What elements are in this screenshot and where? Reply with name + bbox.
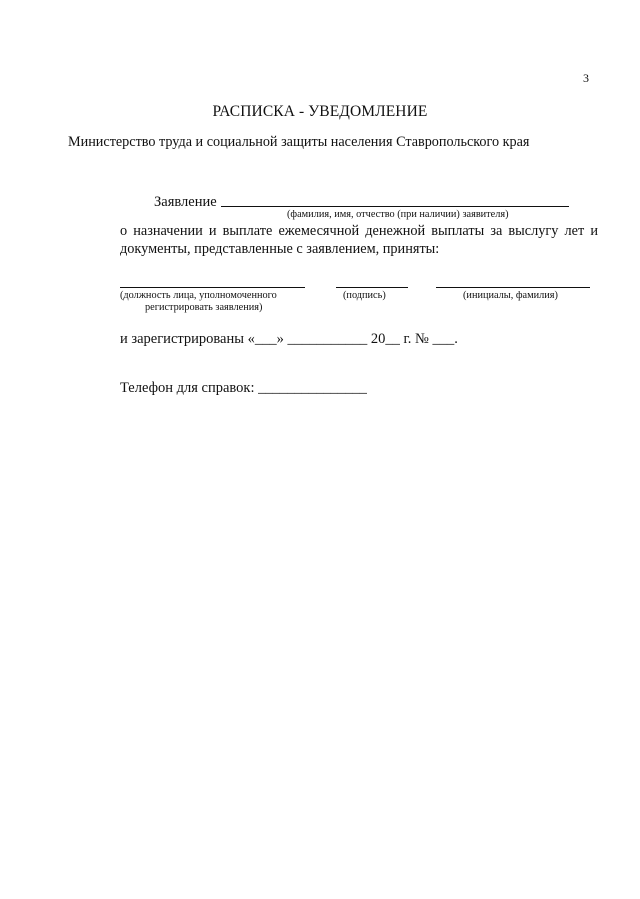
applicant-name-line	[221, 206, 569, 207]
phone-line: Телефон для справок: _______________	[120, 380, 367, 396]
name-caption: (инициалы, фамилия)	[463, 290, 558, 301]
position-caption-line-1: (должность лица, уполномоченного	[120, 290, 277, 301]
registration-line: и зарегистрированы «___» ___________ 20__ г. № ___.	[120, 331, 458, 347]
body-line-2: документы, представленные с заявлением, приняты:	[120, 241, 440, 257]
applicant-name-caption: (фамилия, имя, отчество (при наличии) заявителя)	[287, 209, 509, 220]
signature-line	[336, 287, 408, 288]
application-label: Заявление	[154, 194, 217, 210]
position-caption-line-2: регистрировать заявления)	[145, 302, 263, 313]
document-title: РАСПИСКА - УВЕДОМЛЕНИЕ	[212, 103, 428, 120]
page-number: 3	[583, 71, 589, 85]
name-line	[436, 287, 590, 288]
signature-caption: (подпись)	[343, 290, 386, 301]
body-paragraph	[120, 222, 598, 258]
ministry-name: Министерство труда и социальной защиты населения Ставропольского края	[68, 134, 530, 150]
position-line	[120, 287, 305, 288]
body-line-1: о назначении и выплате ежемесячной денежной выплаты за выслугу лет и	[120, 223, 598, 239]
